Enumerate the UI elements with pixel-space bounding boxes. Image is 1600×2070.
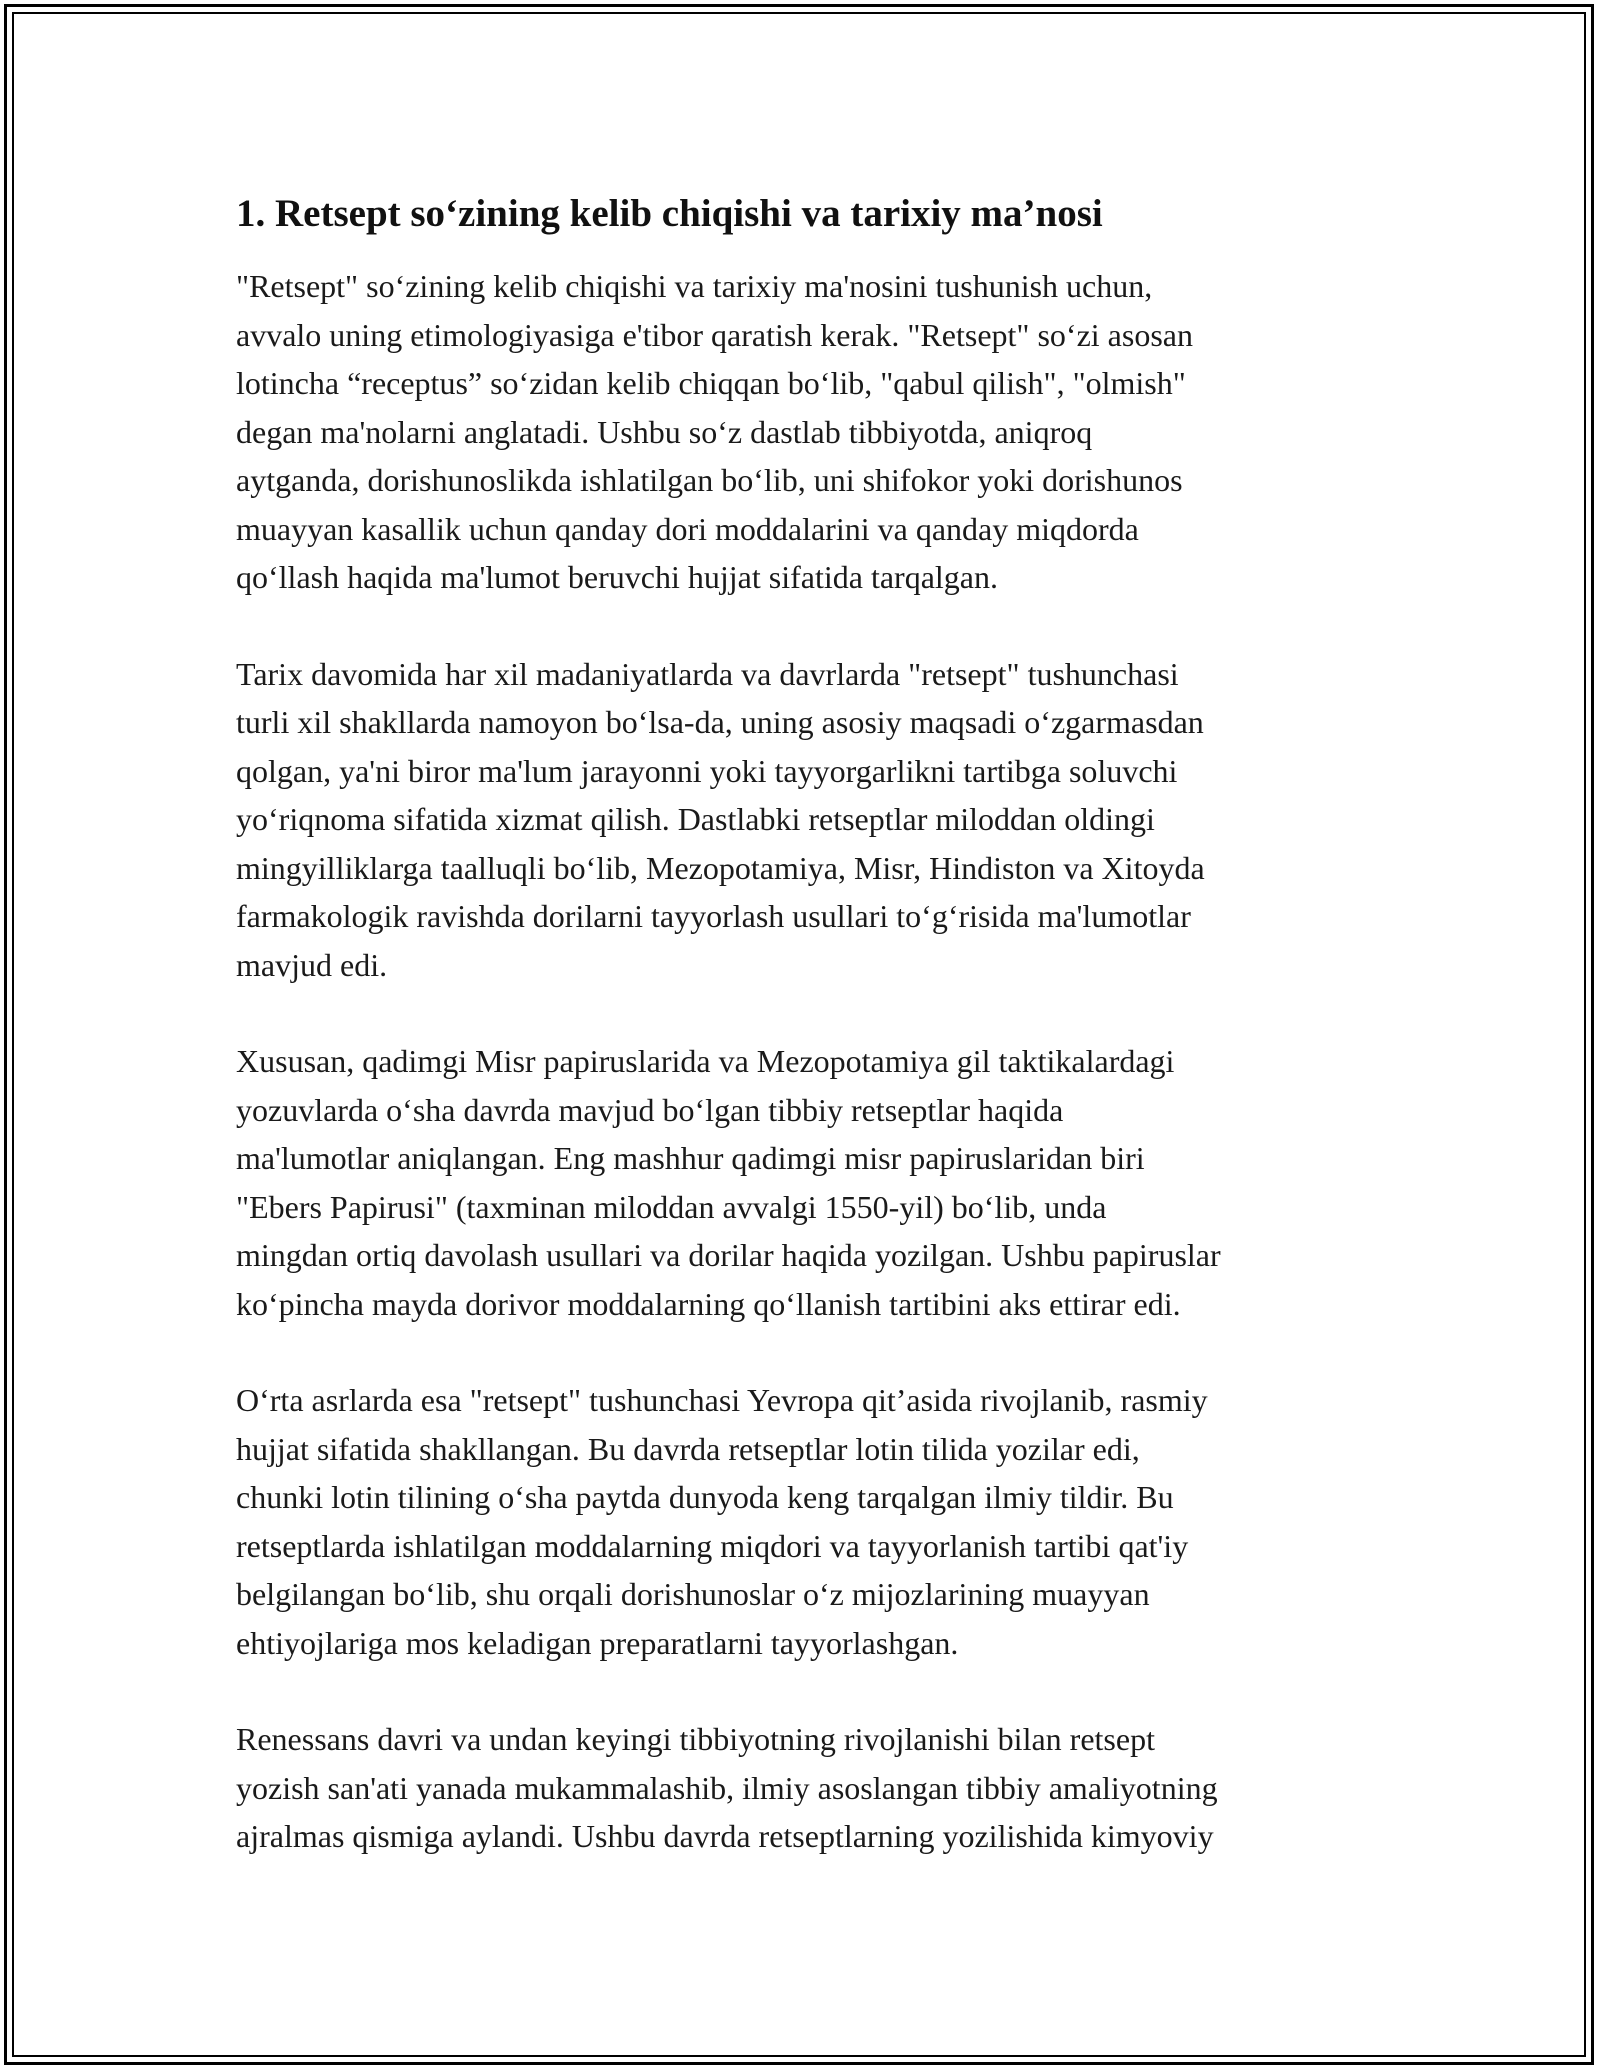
paragraph-etymology (236, 262, 1376, 602)
text-line: turli xil shakllarda namoyon bo‘lsa-da, uning asosiy maqsadi o‘zgarmasdan (236, 704, 1204, 740)
text-line: muayyan kasallik uchun qanday dori moddalarini va qanday miqdorda (236, 510, 1139, 547)
text-line: ko‘pincha mayda dorivor moddalarning qo‘llanish tartibini aks ettirar edi. (236, 1285, 1181, 1322)
text-line: ajralmas qismiga aylandi. Ushbu davrda retseptlarning yozilishida kimyoviy (236, 1818, 1214, 1854)
text-line: yo‘riqnoma sifatida xizmat qilish. Dastlabki retseptlar miloddan oldingi (236, 801, 1155, 837)
text-line: lotincha “receptus” so‘zidan kelib chiqqan bo‘lib, "qabul qilish", "olmish" (236, 365, 1186, 401)
text-line: Renessans davri va undan keyingi tibbiyotning rivojlanishi bilan retsept (236, 1721, 1155, 1757)
text-line: mavjud edi. (236, 946, 388, 983)
paragraph-history (236, 650, 1376, 990)
text-line: hujjat sifatida shakllangan. Bu davrda retseptlar lotin tilida yozilar edi, (236, 1430, 1140, 1467)
text-line: avvalo uning etimologiyasiga e'tibor qaratish kerak. "Retsept" so‘zi asosan (236, 316, 1193, 353)
text-line: qo‘llash haqida ma'lumot beruvchi hujjat sifatida tarqalgan. (236, 559, 998, 595)
paragraph-middle-ages (236, 1376, 1376, 1667)
text-line: Xususan, qadimgi Misr papiruslarida va Mezopotamiya gil taktikalardagi (236, 1043, 1175, 1079)
section-heading: 1. Retsept so‘zining kelib chiqishi va tarixiy ma’nosi (236, 192, 1103, 235)
text-line: farmakologik ravishda dorilarni tayyorlash usullari to‘g‘risida ma'lumotlar (236, 898, 1191, 934)
text-line: ma'lumotlar aniqlangan. Eng mashhur qadimgi misr papiruslaridan biri (236, 1140, 1145, 1176)
text-line: chunki lotin tilining o‘sha paytda dunyoda keng tarqalgan ilmiy tildir. Bu (236, 1479, 1174, 1515)
text-line: mingyilliklarga taalluqli bo‘lib, Mezopotamiya, Misr, Hindiston va Xitoyda (236, 849, 1205, 886)
paragraph-egypt-papyrus (236, 1037, 1376, 1328)
text-line: qolgan, ya'ni biror ma'lum jarayonni yoki tayyorgarlikni tartibga soluvchi (236, 752, 1178, 789)
text-line: yozuvlarda o‘sha davrda mavjud bo‘lgan tibbiy retseptlar haqida (236, 1091, 1064, 1128)
text-line: degan ma'nolarni anglatadi. Ushbu so‘z dastlab tibbiyotda, aniqroq (236, 413, 1093, 450)
text-line: "Retsept" so‘zining kelib chiqishi va tarixiy ma'nosini tushunish uchun, (236, 268, 1153, 304)
document-content (236, 186, 1376, 1909)
text-line: Tarix davomida har xil madaniyatlarda va davrlarda "retsept" tushunchasi (236, 655, 1179, 692)
text-line: mingdan ortiq davolash usullari va dorilar haqida yozilgan. Ushbu papiruslar (236, 1237, 1221, 1273)
text-line: O‘rta asrlarda esa "retsept" tushunchasi Yevropa qit’asida rivojlanib, rasmiy (236, 1382, 1208, 1418)
text-line: "Ebers Papirusi" (taxminan miloddan avvalgi 1550-yil) bo‘lib, unda (236, 1188, 1107, 1225)
text-line: aytganda, dorishunoslikda ishlatilgan bo‘lib, uni shifokor yoki dorishunos (236, 462, 1183, 498)
text-line: yozish san'ati yanada mukammalashib, ilmiy asoslangan tibbiy amaliyotning (236, 1769, 1218, 1806)
text-line: ehtiyojlariga mos keladigan preparatlarni tayyorlashgan. (236, 1624, 959, 1661)
paragraph-renaissance (236, 1715, 1376, 1861)
text-line: retseptlarda ishlatilgan moddalarning miqdori va tayyorlanish tartibi qat'iy (236, 1527, 1189, 1564)
text-line: belgilangan bo‘lib, shu orqali dorishunoslar o‘z mijozlarining muayyan (236, 1576, 1150, 1612)
